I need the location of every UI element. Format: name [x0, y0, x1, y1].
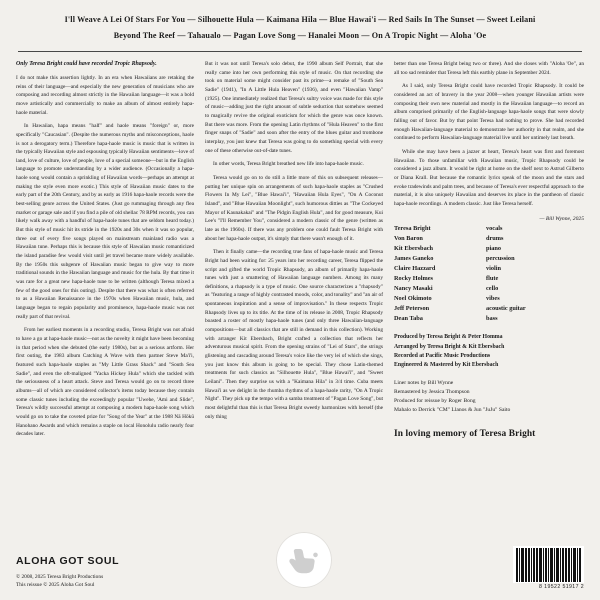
credit-row [394, 305, 584, 314]
musician-role: drums [486, 234, 504, 242]
barcode-number: 8 19522 51917 2 [539, 584, 584, 590]
musician-name: Kit Ebersbach [394, 244, 434, 252]
musician-credits-list [394, 225, 584, 324]
tracklist [16, 14, 584, 48]
credit-row [394, 255, 584, 264]
production-credit-line: Produced by Teresa Bright & Peter Homma [394, 334, 503, 341]
reissue-credit-line: Mahalo to Derrick "CM" Llanos & Jun "JuJu" Saito [394, 406, 511, 413]
tracklist-line-1: I'll Weave A Lei Of Stars For You — Silhouette Hula — Kaimana Hila — Blue Hawai'i — Red Sails In The Sunset — Sweet Leilani [64, 15, 536, 24]
liner-notes-paragraph: But it was not until Teresa's solo debut, the 1990 album Self Portrait, that she really came into her own performing this style of music. On that recording she took on material some might consider past its prime—a remake of "South Sea Sadie" (1941), "In A Little Hula Heaven" (1936), and even "Hawaiian Vamp" (1925). One immediately realized that Teresa's sultry voice was made for this style of music—adding just the right amount of subtle seduction that somehow seemed to magically revive the original exoticism for which the genre was once known. But there was more. From the opening Latin rhythms of "Hula Heaven" to the first finger snaps of "Sadie" and soon after the entry of the blues guitar and trombone interplay, you just knew that Teresa was going to do something special with every one of these otherwise out-of-date tunes. [205, 61, 383, 154]
musician-name: Rocky Holmes [394, 274, 434, 282]
musician-role: vibes [486, 294, 500, 302]
musician-role: cello [486, 284, 499, 292]
shaka-logo-icon [276, 532, 332, 588]
musician-name: Claire Hazzard [394, 264, 436, 272]
musician-role: percussion [486, 254, 515, 262]
production-credits [394, 333, 584, 371]
liner-notes-paragraph: I do not make this assertion lightly. In an era when Hawaiians are retaking the reins of their language—and especially the new generation of musicians who are composing and recording almost strictly in the Hawaiian language—it was a bold move artistically and commercially to make an album of almost entirely hapa-haole material. [16, 74, 194, 116]
credit-row [394, 235, 584, 244]
liner-notes-paragraph: Then it finally came—the recording true fans of hapa-haole music and Teresa Bright had been waiting for: 25 years into her recording career, Teresa flipped the script and gifted the world Tropic Rhapsody, an album of primarily hapa-haole tunes with just a smattering of Hawaiian language numbers. Among its many definitions, a rhapsody is a type of music. One source characterizes a "rhapsody" as "featuring a range of highly contrasted moods, color, and tonality" and "an air of spontaneous inspiration and a sense of improvisation." In these respects Tropic Rhapsody lives up to its title. At the time of its release in 2008, Tropic Rhapsody boasted a roster of mostly hapa-haole tunes (and only three Hawaiian-language compositions—but all classics that are still in demand in this collection). Working with arranger Kit Ebersbach, Bright crafted a collection that reflects her adventurous musical spirit. From the opening strains of "Lei of Stars", the strings glistening and cascading around Teresa's voice like the very lei of which she sings, you just know this album is going to be special. They chose Latin-themed treatments for such classics as "Silhouette Hula", "Blue Hawai'i", and "Sweet Leilani". Then they surprise us with a "Kaimana Hila" in 3/4 time. Cuba meets Hawai'i as we delight in the rhumba rhythms of a hapa-haole rarity, "On A Tropic Night". They pick up the tempo with a samba treatment of "Pagan Love Song", but most delightful than this is that Teresa Bright sweetly harmonizes with herself (the only thing [205, 249, 383, 420]
credit-row [394, 265, 584, 274]
reissue-line: This reissue © 2025 Aloha Got Soul [16, 582, 95, 589]
liner-notes-paragraph: Teresa would go on to do still a little more of this on subsequent releases—putting her unique spin on arrangements of such hapa-haole staples as "Crushed Flowers In My Lei", "Blue Hawai'i", "Hawaiian Hula Eyes", "On A Coconut Island", and "Blue Hawaiian Moonlight", such humorous ditties as "The Cockeyed Mayor of Kaunakakai" and "The Pidgin English Hula", and for good measure, Kui Lee's "I'll Remember You", considered a modern classic of the genre (written as late as the 1960s). If there was any problem one could fault Teresa Bright with about her hapa-haole output, it's simply that there wasn't enough of it. [205, 174, 383, 242]
liner-notes-column-2 [205, 60, 383, 426]
musician-role: flute [486, 274, 499, 282]
credit-row [394, 285, 584, 294]
record-label-name: ALOHA GOT SOUL [16, 554, 120, 567]
barcode [513, 546, 584, 590]
label-block [16, 553, 119, 590]
liner-notes-paragraph: In other words, Teresa Bright breathed new life into hapa-haole music. [213, 161, 364, 168]
liner-notes-paragraph: better than one Teresa Bright being two or three). And she closes with "Aloha 'Oe", an all too sad reminder that Teresa left this earthly plane in September 2024. [394, 61, 584, 76]
liner-notes-column-1 [16, 60, 194, 444]
musician-role: piano [486, 244, 502, 252]
liner-notes-paragraph: From her earliest moments in a recording studio, Teresa Bright was not afraid to have a go at hapa-haole music—not as the novelty it might have been becoming in that period when she debuted (the early 1980s), but as a serious artform. Her first outing, the 1983 album Catching A Wave with then partner Steve Ma'i'i, featured such hapa-haole staples as "My Little Grass Shack" and "South Sea Sadie", and even the oft-maligned "Yacka Hickey Hula" which she tackled with the seriousness of a heart attack. Steve and Teresa would go on to record three albums—all of which are considered collector's items today because they contain some classic tunes including the exceedingly popular "Uwehe, 'Ami and Slide", Teresa's wildly successful attempt at composing a modern hapa-haole song which would go on to take the coveted prize for "Song of the Year" at the 1988 Nā Hōkū Hanohano Awards and which remains a staple on local Honolulu radio nearly four decades later. [16, 327, 194, 438]
liner-notes-paragraph: As I said, only Teresa Bright could have recorded Tropic Rhapsody. It could be considered an act of bravery in the year 2008—when younger Hawaiian artists were composing their own new material and mostly in the Hawaiian language—to record an album comprised primarily of the English-language hapa-haole songs that were slowly falling out of favor. But by that point Teresa had nothing to prove. She had recorded enough Hawaiian-language material to demonstrate her authority in that realm, and she continued to perform Hawaiian-language material live until her untimely last breath. [394, 83, 584, 142]
tracklist-line-2: Beyond The Reef — Tahaualo — Pagan Love Song — Hanalei Moon — On A Tropic Night — Aloha 'Oe [113, 30, 487, 40]
credit-row [394, 315, 584, 324]
reissue-credit-line: Remastered by Jessica Thompson [394, 388, 470, 395]
liner-notes-paragraph: While she may have been a jazzer at heart, Teresa's heart was first and foremost Hawaiian. To those unfamiliar with Hawaiian music, Tropic Rhapsody could be considered a jazz album. It would be right at home on the shelf next to Astrud Gilberto or Diana Krall. But because the romantic lyrics speak of the moon and the stars and evoke tradewinds and palm trees, and because of Teresa's ever respectful approach to the material, it is also uniquely Hawaiian and deserves its place in the pantheon of classic hapa-haole recordings. A modern classic. Just like Teresa herself. [394, 148, 584, 207]
credit-row [394, 275, 584, 284]
liner-notes-column-3 [394, 60, 584, 224]
musician-name: Teresa Bright [394, 224, 431, 232]
reissue-credits [394, 379, 584, 415]
barcode-bars [513, 546, 584, 583]
musician-role: acoustic guitar [486, 304, 526, 312]
musician-name: James Ganeko [394, 254, 434, 262]
divider-rule [18, 51, 582, 52]
production-credit-line: Recorded at Pacific Music Productions [394, 352, 491, 359]
liner-notes-paragraph: In Hawaiian, hapa means "half" and haole means "foreign" or, more specifically "Caucasian". (Despite the numerous myths and misconceptions, haole is not a derogatory term.) Therefore hapa-haole music is music that is written in the typically Hawaiian style and espousing typically Hawaiian sentiments—love of land, love of culture, love of people, love of a special someone—but in the English language to promote understanding by a wider audience. (Occasionally a hapa-haole song would contain a sprinkling of Hawaiian words—perhaps an attempt at making the style even more exotic.) This style of Hawaiian music dates to the early part of the 20th Century, and by as early as 1916 hapa-haole records were the best-selling genre across the United States. (Just go rummaging through any flea market or garage sale and if you find a pile of old shellac 78 RPM records, you can likely walk away with a handful of hapa-haole tunes that are seldom heard today.) But this style of music hit its stride in the 1920s and 30s when it was so popular, three out of every five songs played on mainstream mainland radio was a Hawaiian tune. Perhaps this is because this style of Hawaiian music romanticized the island paradise few would visit until jet travel became more widely available. By the 1950s this subgenre of Hawaiian music began to give way to more traditional sounds in the Hawaiian language and music for the hula. By that time it was rare for a great new hapa-haole tune to be written (although Teresa mixed a few of the good ones for this outing). Despite that there was what is often referred to as a Hawaiian Renaissance in the 1970s when Hawaiian music, hula, and language began to regain popularity and prominence, hapa-haole music was not really part of that revival. [16, 123, 194, 320]
musician-name: Nancy Masaki [394, 284, 433, 292]
musician-role: vocals [486, 224, 503, 232]
credits-column [394, 60, 584, 439]
musician-name: Von Baron [394, 234, 423, 242]
liner-notes-body [16, 60, 584, 524]
musician-name: Dean Taba [394, 314, 423, 322]
musician-name: Noel Okimoto [394, 294, 432, 302]
credit-row [394, 225, 584, 234]
liner-notes-lead: Only Teresa Bright could have recorded Tropic Rhapsody. [16, 61, 157, 68]
liner-notes-signature: — Bill Wynne, 2025 [539, 215, 584, 222]
musician-role: violin [486, 264, 502, 272]
musician-role: bass [486, 314, 498, 322]
memorial-text: In loving memory of Teresa Bright [394, 428, 536, 439]
production-credit-line: Engineered & Mastered by Kit Ebersbach [394, 362, 499, 369]
footer [16, 524, 584, 590]
label-logo [276, 532, 332, 590]
musician-name: Jeff Peterson [394, 304, 430, 312]
reissue-credit-line: Produced for reissue by Roger Bong [394, 397, 476, 404]
copyright-line: © 2008, 2025 Teresa Bright Productions [16, 573, 104, 580]
production-credit-line: Arranged by Teresa Bright & Kit Ebersbach [394, 343, 505, 350]
credit-row [394, 295, 584, 304]
credit-row [394, 245, 584, 254]
reissue-credit-line: Liner notes by Bill Wynne [394, 379, 454, 386]
